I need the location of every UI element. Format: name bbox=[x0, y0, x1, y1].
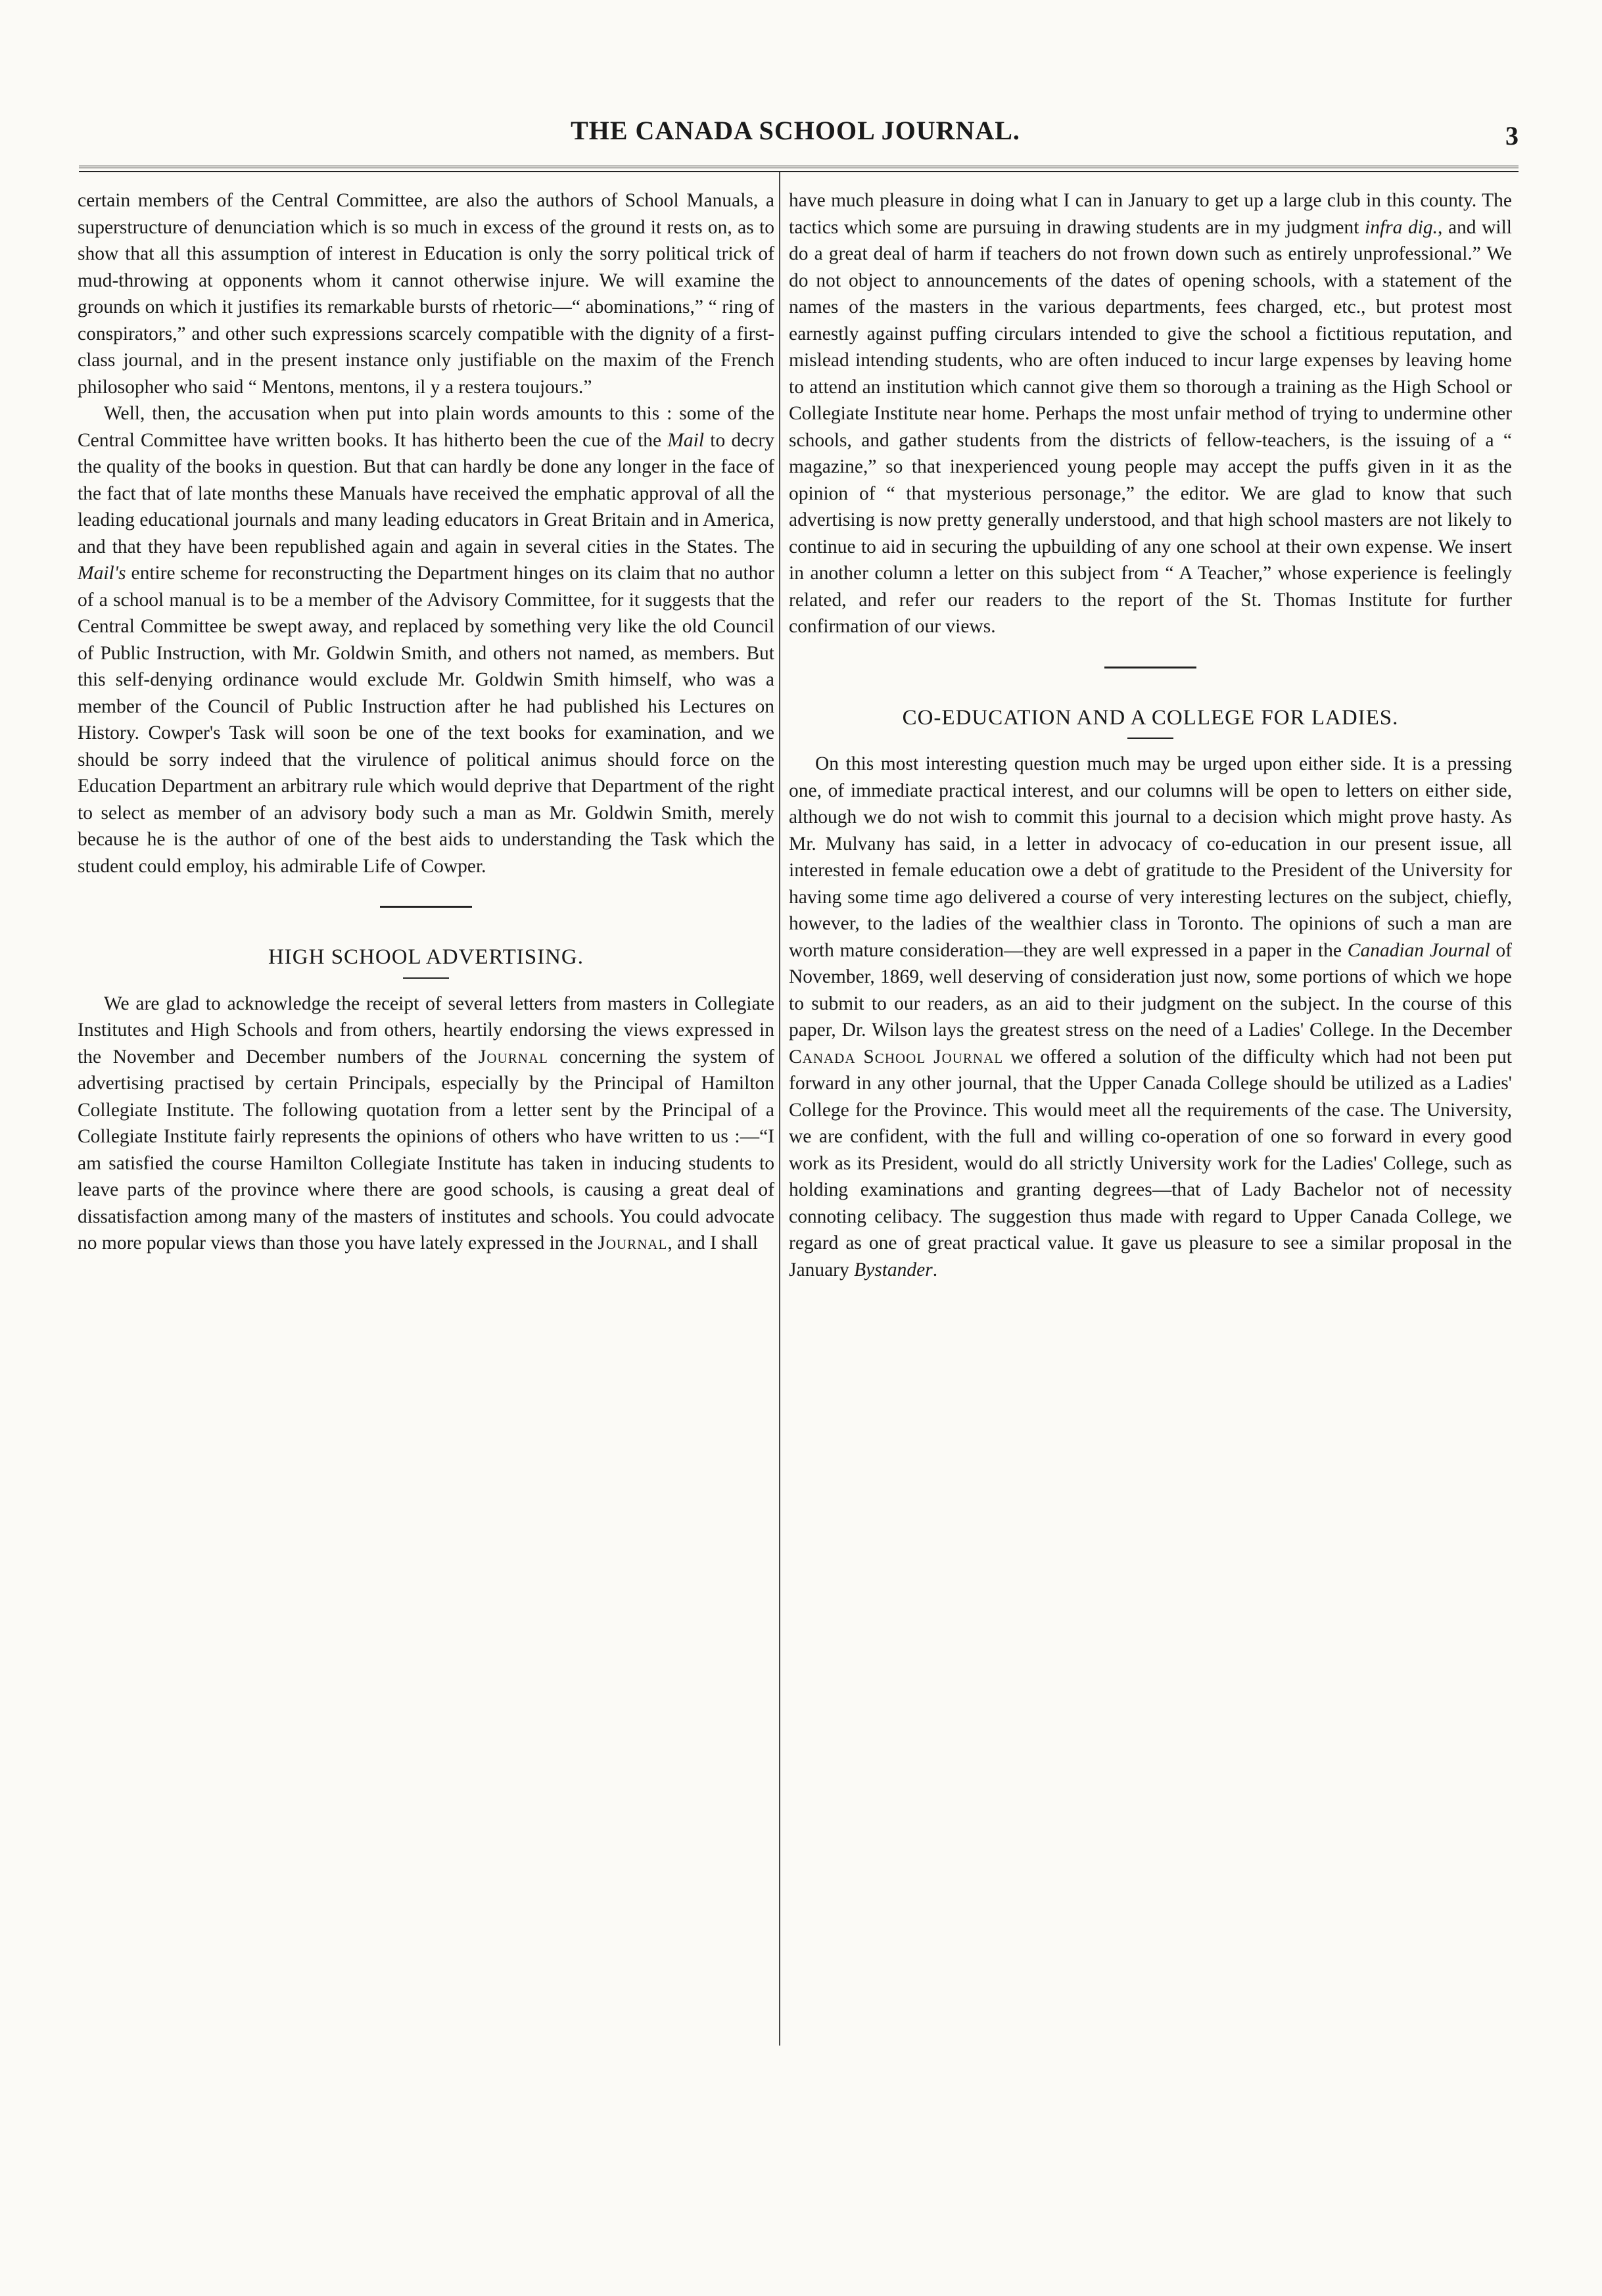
column-divider bbox=[779, 172, 780, 2046]
paragraph: On this most interesting question much may be urged upon either side. It is a pressing one, of immediate practical interest, and our columns will be open to letters on either side, although we do not wish to commit this journal to a decision which might prove hasty. As Mr. Mulvany has said, in a letter in advocacy of co-education in our present issue, all interested in female education owe a debt of gratitude to the President of the University for having some time ago delivered a course of very interesting lectures on the subject, chiefly, however, to the ladies of the wealthier class in Toronto. The opinions of such a man are worth mature consideration—they are well expressed in a paper in the Canadian Journal of November, 1869, well deserving of consideration just now, some portions of which we hope to submit to our readers, as an aid to their judgment on the subject. In the course of this paper, Dr. Wilson lays the greatest stress on the need of a Ladies' College. In the December Canada School Journal we offered a solution of the difficulty which had not been put forward in any other journal, that the Upper Canada College should be utilized as a Ladies' College for the Province. This would meet all the requirements of the case. The University, we are confident, with the full and willing co-operation of one so forward in every good work as its President, would do all strictly University work for the Ladies' College, such as holding examinations and granting degrees—that of Lady Bachelor not of necessity connoting celibacy. The suggestion thus made with regard to Upper Canada College, we regard as one of great practical value. It gave us pleasure to see a similar proposal in the January Bystander. bbox=[789, 753, 1513, 1280]
right-column bbox=[789, 187, 1512, 1283]
left-column bbox=[78, 187, 774, 1257]
header-rule bbox=[79, 166, 1519, 172]
page-number: 3 bbox=[1505, 121, 1519, 151]
paragraph: Well, then, the accusation when put into plain words amounts to this : some of the Central Committee have written books. It has hitherto been the cue of the Mail to decry the quality of the books in question. But that can hardly be done any longer in the face of the fact that of late months these Manuals have received the emphatic approval of all the leading educational journals and many leading educators in Great Britain and in America, and that they have been republished again and again in several cities in the States. The Mail's entire scheme for reconstructing the Department hinges on its claim that no author of a school manual is to be a member of the Advisory Committee, for it suggests that the Central Committee be swept away, and replaced by something very like the old Council of Public Instruction, with Mr. Goldwin Smith, and others not named, as members. But this self-denying ordinance would exclude Mr. Goldwin Smith himself, who was a member of the Council of Public Instruction after he had published his Lectures on History. Cowper's Task will soon be one of the text books for examination, and we should be sorry indeed that the virulence of political animus should force on the Education Department an arbitrary rule which would deprive that Department of the right to select as member of an advisory body such a man as Mr. Goldwin Smith, merely because he is the author of one of the best aids to understanding the Task which the student could employ, his admirable Life of Cowper. bbox=[78, 403, 774, 877]
section-divider bbox=[1104, 667, 1196, 668]
paragraph: We are glad to acknowledge the receipt of several letters from masters in Collegiate Institutes and High Schools and from others, heartily endorsing the views expressed in the November and December numbers of the Journal concerning the system of advertising practised by certain Principals, especially by the Principal of Hamilton Collegiate Institute. The following quotation from a letter sent by the Principal of a Collegiate Institute fairly represents the opinions of others who have written to us :—“I am satisfied the course Hamilton Collegiate Institute has taken in inducing students to leave parts of the province where there are good schools, is causing a great deal of dissatisfaction among many of the masters of institutes and schools. You could advocate no more popular views than those you have lately expressed in the Journal, and I shall bbox=[78, 993, 774, 1253]
paragraph: have much pleasure in doing what I can in January to get up a large club in this county. The tactics which some are pursuing in drawing students are in my judgment infra dig., and will do a great deal of harm if teachers do not frown down such as entirely unprofessional.” We do not object to announcements of the dates of opening schools, with a statement of the names of the masters in the various departments, fees charged, etc., but protest most earnestly against puffing circulars intended to give the school a fictitious reputation, and mislead intending students, who are often induced to incur large expenses by leaving home to attend an institution which cannot give them so thorough a training as the High School or Collegiate Institute near home. Perhaps the most unfair method of trying to undermine other schools, and gather students from the districts of fellow-teachers, is the issuing of a “ magazine,” so that inexperienced young people may accept the puffs given in it as the opinion of “ that mysterious personage,” the editor. We are glad to know that such advertising is now pretty generally understood, and that high school masters are not likely to continue to aid in securing the upbuilding of any one school at their own expense. We insert in another column a letter on this subject from “ A Teacher,” whose experience is feelingly related, and refer our readers to the report of the St. Thomas Institute for further confirmation of our views. bbox=[789, 190, 1512, 637]
running-title: THE CANADA SCHOOL JOURNAL. bbox=[571, 116, 1020, 145]
page-header bbox=[72, 115, 1519, 154]
section-divider bbox=[380, 906, 472, 908]
paragraph: certain members of the Central Committee, are also the authors of School Manuals, a superstructure of denunciation which is so much in excess of the ground it rests on, as to show that all this assumption of interest in Education is only the sorry political trick of mud-throwing at opponents whom it cannot otherwise injure. We will examine the grounds on which it justifies its remarkable bursts of rhetoric—“ abominations,” “ ring of conspirators,” and other such expressions scarcely compatible with the dignity of a first-class journal, and in the present instance only justifiable on the maxim of the French philosopher who said “ Mentons, mentons, il y a restera toujours.” bbox=[78, 190, 774, 398]
section-heading: CO-EDUCATION AND A COLLEGE FOR LADIES. bbox=[902, 705, 1399, 730]
section-heading: HIGH SCHOOL ADVERTISING. bbox=[268, 945, 584, 969]
heading-rule bbox=[1127, 738, 1173, 739]
heading-rule bbox=[403, 977, 449, 979]
